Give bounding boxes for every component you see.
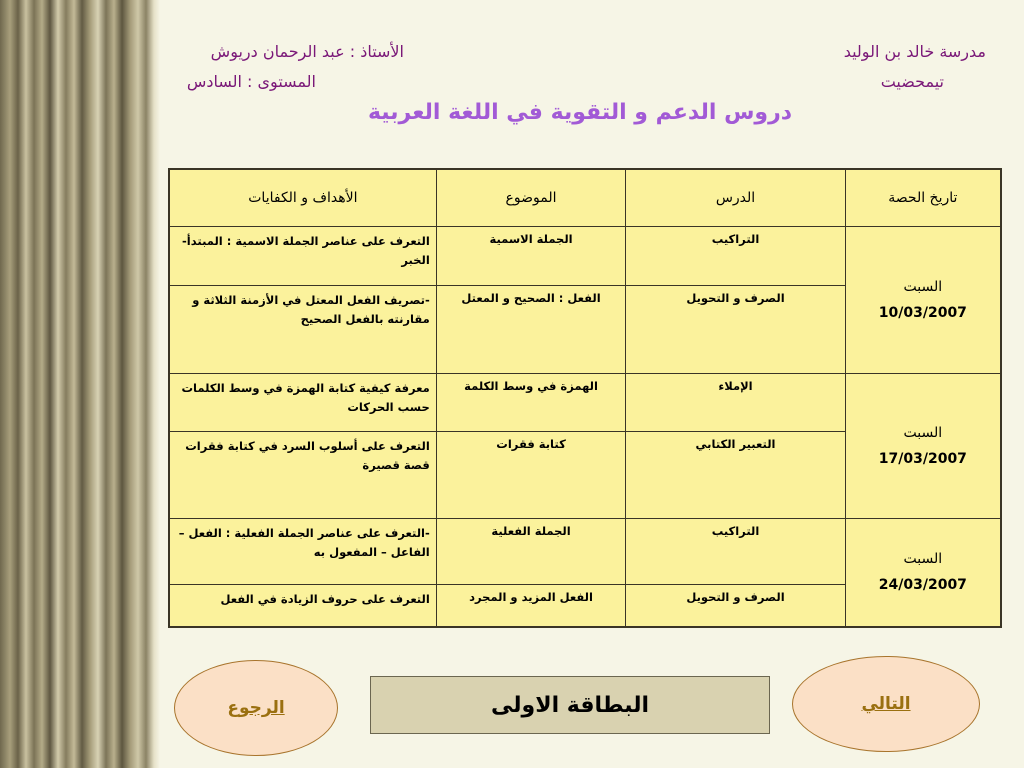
table-row	[169, 374, 1001, 432]
date-cell	[845, 374, 1001, 519]
school-name: مدرسة خالد بن الوليد	[843, 42, 986, 61]
goal-cell: -تصريف الفعل المعتل في الأزمنة الثلاثة و مقارنته بالفعل الصحيح	[169, 285, 436, 373]
next-button[interactable]: التالي	[792, 656, 980, 752]
topic-cell: الفعل : الصحيح و المعتل	[436, 285, 626, 373]
goal-cell: -التعرف على عناصر الجملة الفعلية : الفعل – الفاعل – المفعول به	[169, 518, 436, 584]
table-row	[169, 227, 1001, 285]
back-button[interactable]: الرجوع	[174, 660, 338, 756]
header-lesson: الدرس	[626, 169, 845, 227]
lesson-cell: الصرف و التحويل	[626, 585, 845, 627]
teacher-name: الأستاذ : عبد الرحمان دريوش	[210, 42, 404, 61]
topic-cell: الفعل المزيد و المجرد	[436, 585, 626, 627]
page-title: دروس الدعم و التقوية في اللغة العربية	[367, 100, 793, 125]
city-name: تيمحضيت	[880, 72, 944, 91]
day-label: السبت	[903, 551, 943, 568]
goal-cell: التعرف على عناصر الجملة الاسمية : المبتدأ-الخبر	[169, 227, 436, 285]
day-label: السبت	[903, 279, 943, 296]
level-label: المستوى : السادس	[186, 72, 316, 91]
lesson-cell: التعبير الكتابي	[626, 432, 845, 518]
date-value: 24/03/2007	[878, 577, 967, 594]
date-value: 10/03/2007	[878, 305, 967, 322]
header-goals: الأهداف و الكفايات	[169, 169, 436, 227]
lesson-cell: التراكيب	[626, 227, 845, 285]
date-value: 17/03/2007	[878, 450, 967, 467]
lesson-table	[168, 168, 1002, 628]
topic-cell: الهمزة في وسط الكلمة	[436, 374, 626, 432]
decorative-pillar	[0, 0, 160, 768]
lesson-cell: الإملاء	[626, 374, 845, 432]
goal-cell: التعرف على أسلوب السرد في كتابة فقرات قصة قصيرة	[169, 432, 436, 518]
goal-cell: التعرف على حروف الزيادة في الفعل	[169, 585, 436, 627]
table-row	[169, 518, 1001, 584]
lesson-cell: الصرف و التحويل	[626, 285, 845, 373]
topic-cell: الجملة الاسمية	[436, 227, 626, 285]
topic-cell: كتابة فقرات	[436, 432, 626, 518]
card-label: البطاقة الاولى	[370, 676, 770, 734]
date-cell	[845, 518, 1001, 627]
goal-cell: معرفة كيفية كتابة الهمزة في وسط الكلمات حسب الحركات	[169, 374, 436, 432]
header-date: تاريخ الحصة	[845, 169, 1001, 227]
header-topic: الموضوع	[436, 169, 626, 227]
date-cell	[845, 227, 1001, 374]
lesson-cell: التراكيب	[626, 518, 845, 584]
day-label: السبت	[903, 424, 943, 441]
table-header-row	[169, 169, 1001, 227]
topic-cell: الجملة الفعلية	[436, 518, 626, 584]
